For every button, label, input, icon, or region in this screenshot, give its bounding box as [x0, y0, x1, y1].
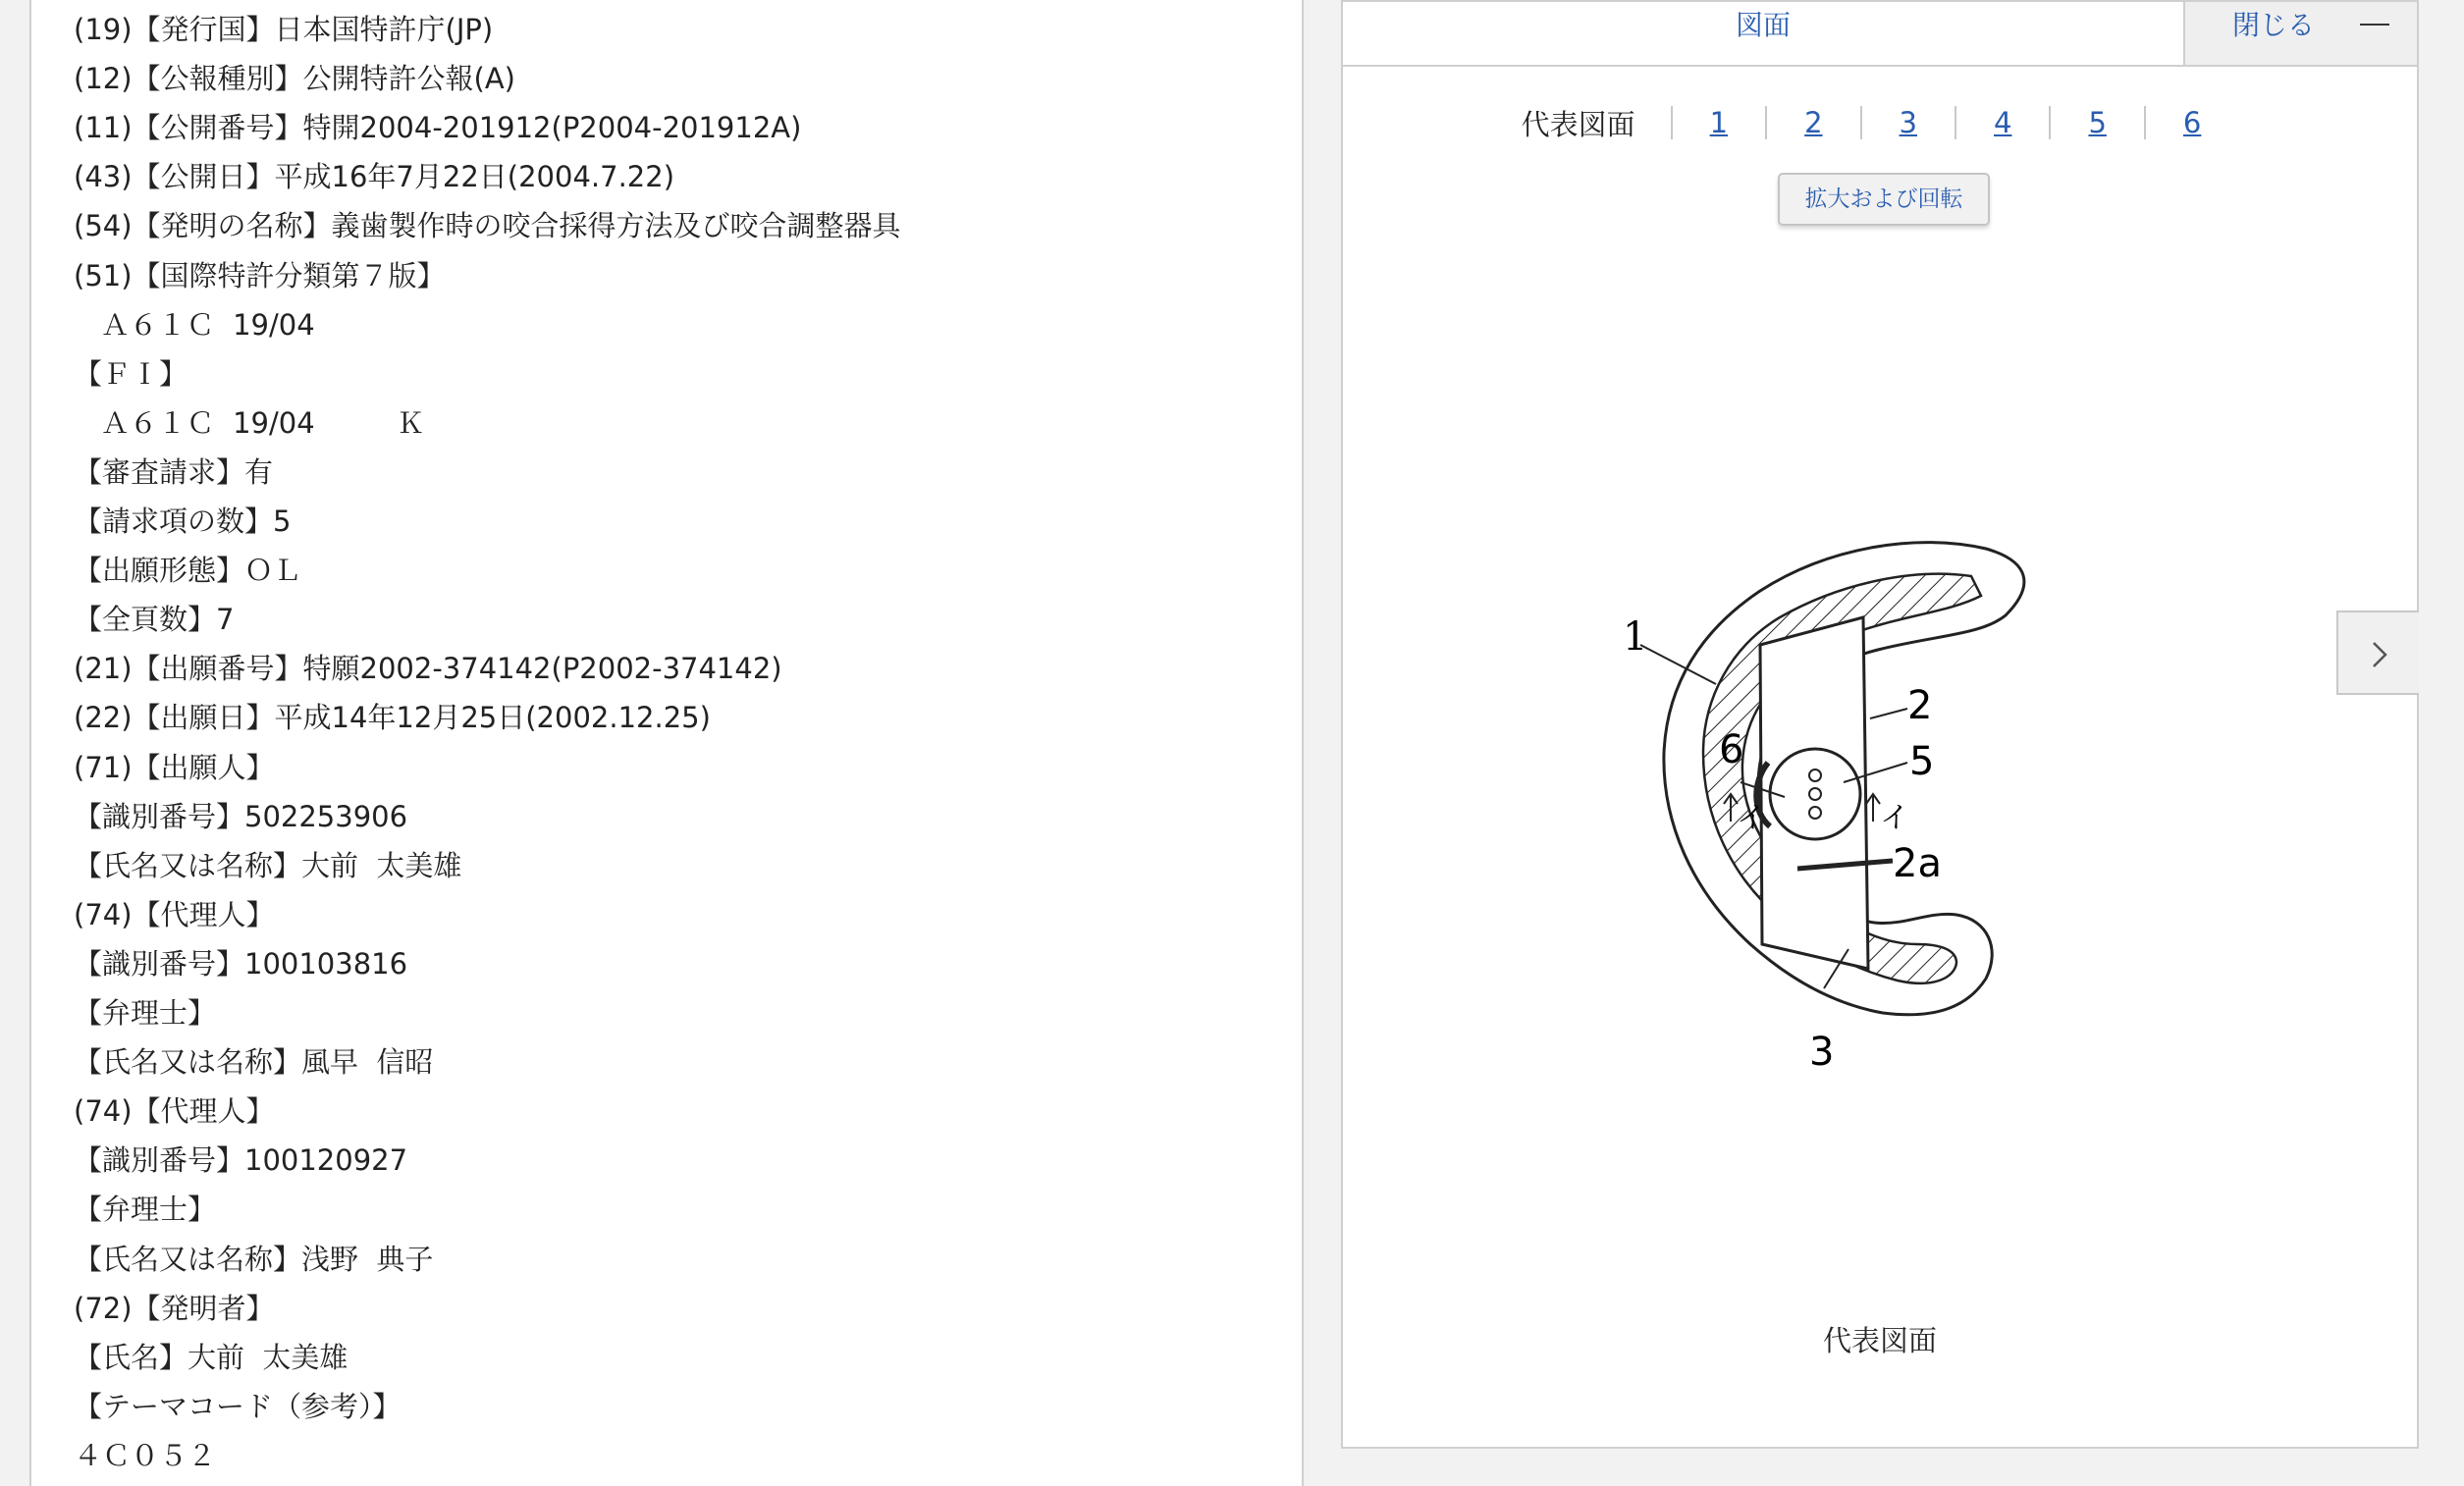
bibliography-line: (11)【公開番号】特開2004-201912(P2004-201912A)	[74, 111, 802, 145]
bibliography-line: (43)【公開日】平成16年7月22日(2004.7.22)	[74, 160, 675, 194]
bibliography-line: 【全頁数】7	[74, 603, 235, 637]
bibliography-line: 【請求項の数】5	[74, 504, 292, 538]
figure-caption: 代表図面	[1822, 1324, 1937, 1357]
figure-link-3[interactable]: 3	[1899, 106, 1917, 139]
chevron-right-icon	[2366, 640, 2393, 669]
adjuster-circle	[1770, 749, 1860, 839]
bibliography-line: 【テーマコード（参考）】	[74, 1389, 402, 1423]
figure-link-4[interactable]: 4	[1994, 106, 2012, 139]
figure-link-5[interactable]: 5	[2088, 106, 2107, 139]
representative-figure-label: 代表図面	[1521, 107, 1635, 141]
bibliography-line: (71)【出願人】	[74, 750, 275, 784]
bibliography-line: (51)【国際特許分類第７版】	[74, 258, 446, 292]
bibliography-line: 【審査請求】有	[74, 454, 274, 489]
bibliography-line: (54)【発明の名称】義歯製作時の咬合採得方法及び咬合調整器具	[74, 209, 901, 243]
figure-label-2: 2	[1907, 683, 1933, 728]
minus-icon	[2360, 24, 2389, 26]
bibliography-line: Ａ６１Ｃ 19/04 Ｋ	[74, 405, 425, 440]
bibliography-line: 【氏名】大前 太美雄	[74, 1340, 348, 1374]
bibliography-line: 【ＦＩ】	[74, 356, 188, 391]
bibliography-line: 【氏名又は名称】大前 太美雄	[74, 848, 462, 882]
bibliography-line: 【弁理士】	[74, 996, 217, 1030]
next-figure-button[interactable]	[2336, 610, 2419, 695]
tab-figures[interactable]: 図面	[1735, 9, 1791, 41]
bibliography-line: Ａ６１Ｃ 19/04	[74, 307, 315, 342]
figure-label-6: 6	[1719, 727, 1744, 772]
bibliography-line: 【識別番号】100120927	[74, 1143, 408, 1178]
figure-navigation	[1343, 98, 2417, 147]
representative-figure-image	[1623, 527, 2114, 1087]
figure-label-i-right: イ	[1880, 801, 1909, 835]
bibliography-line: (22)【出願日】平成14年12月25日(2002.12.25)	[74, 701, 711, 735]
zoom-rotate-button[interactable]: 拡大および回転	[1778, 173, 1990, 226]
figure-label-5: 5	[1909, 739, 1935, 784]
figure-label-i-left: イ	[1737, 801, 1766, 835]
bibliography-line: (21)【出願番号】特願2002-374142(P2002-374142)	[74, 652, 782, 686]
figure-panel	[1341, 0, 2419, 1449]
patent-bibliography-panel	[29, 0, 1304, 1486]
bibliography-line: 【氏名又は名称】風早 信昭	[74, 1045, 434, 1080]
bibliography-line: (12)【公報種別】公開特許公報(A)	[74, 62, 515, 96]
figure-link-1[interactable]: 1	[1709, 106, 1729, 139]
figure-link-6[interactable]: 6	[2182, 106, 2202, 139]
bibliography-line: (74)【代理人】	[74, 1094, 275, 1129]
bibliography-line: (19)【発行国】日本国特許庁(JP)	[74, 13, 494, 46]
figure-tab-bar	[1343, 2, 2417, 67]
bibliography-line: (72)【発明者】	[74, 1291, 275, 1325]
bibliography-line: 【弁理士】	[74, 1193, 217, 1227]
bibliography-line: (74)【代理人】	[74, 897, 275, 931]
figure-label-3: 3	[1809, 1030, 1835, 1075]
figure-link-2[interactable]: 2	[1804, 106, 1823, 139]
bibliography-line: ４Ｃ０５２	[74, 1438, 217, 1472]
figure-label-1: 1	[1623, 614, 1648, 660]
bibliography-line: 【識別番号】502253906	[74, 799, 408, 833]
bibliography-line: 【識別番号】100103816	[74, 946, 408, 981]
bibliography-line: 【出願形態】ＯＬ	[74, 554, 302, 588]
close-button[interactable]	[2183, 2, 2417, 65]
figure-label-2a: 2a	[1893, 841, 1942, 886]
close-label: 閉じる	[2232, 9, 2316, 41]
bibliography-line: 【氏名又は名称】浅野 典子	[74, 1242, 434, 1276]
